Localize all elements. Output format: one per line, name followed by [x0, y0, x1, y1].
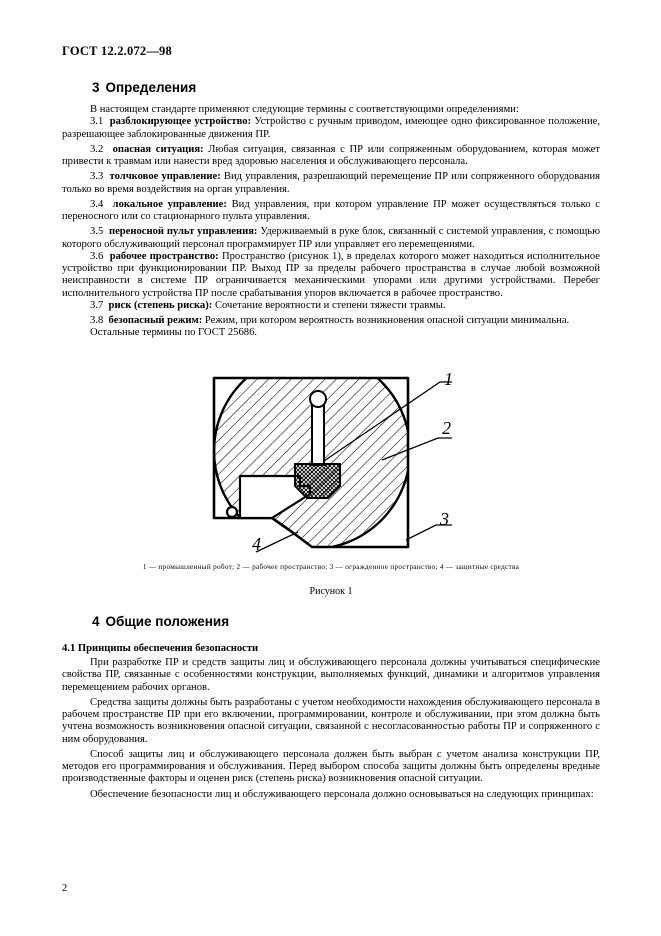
definition-3-8: 3.8 безопасный режим: Режим, при котором вероятность возникновения опасной ситуации минимальна. [90, 315, 570, 326]
subsection-4-1-heading [62, 643, 258, 654]
callout-3-label: 3 [440, 509, 449, 529]
subsection-4-1-title: Принципы обеспечения безопасности [77, 643, 259, 654]
term-3-6: рабочее пространство: [109, 250, 219, 262]
term-3-2: опасная ситуация: [112, 143, 204, 155]
term-3-1: разблокирующее устройство: [109, 116, 252, 128]
definition-3-3: 3.3 толчковое управление: Вид управления, разрешающий перемещение ПР или сопряженного оборудования только во время воздействия на орган управления. [62, 171, 600, 195]
section-3-number: 3 [92, 80, 100, 95]
definition-3-6: 3.6 рабочее пространство: Пространство (рисунок 1), в пределах которого может находиться исполнительное устройство при функционировании ПР. Выход ПР за пределы рабочего пространства в случае любой возможной неисправности в системе ПР ограничивается механическими упорами или другими устройствами. Перебег исполнительного устройства ПР после срабатывания упоров включается в рабочее пространство. [62, 250, 600, 299]
definition-3-4: 3.4 локальное управление: Вид управления, при котором управление ПР может осуществляться только с переносного или со стационарного пульта управления. [62, 198, 601, 222]
other-terms-note: Остальные термины по ГОСТ 25686. [90, 327, 258, 339]
term-3-7: риск (степень риска): [108, 299, 213, 311]
callout-2-label: 2 [442, 418, 451, 438]
section-3-intro: В настоящем стандарте применяют следующие термины с соответствующими определениями: [90, 104, 519, 115]
definition-3-7: 3.7 риск (степень риска): Сочетание вероятности и степени тяжести травмы. [90, 299, 446, 311]
callout-4-label: 4 [252, 534, 261, 554]
section-3-title: Определения [105, 80, 197, 95]
callout-1-label: 1 [444, 369, 453, 389]
section-3-body [62, 104, 600, 340]
term-3-8: безопасный режим: [108, 315, 203, 326]
term-3-4: локальное управление: [112, 198, 227, 210]
figure-1-drawing [200, 368, 470, 558]
section-4-number: 4 [92, 614, 100, 629]
robot-arm [310, 391, 326, 465]
section-4-paragraph-4: Обеспечение безопасности лиц и обслуживающего персонала должно основываться на следующих принципах: [90, 788, 594, 800]
section-4-paragraph-3: Способ защиты лиц и обслуживающего персонала должен быть выбран с учетом анализа конструкции ПР, методов его программирования и обслуживания. Перед выбором способа защиты должны быть определены вредные производственные факторы и оценен риск (степень риска) возникновения опасной ситуации. [62, 748, 600, 785]
definition-3-5: 3.5 переносной пульт управления: Удерживаемый в руке блок, связанный с системой управления, с помощью которого обслуживающий персонал программирует ПР или управляет его перемещениями. [62, 226, 600, 250]
section-4-title: Общие положения [105, 614, 230, 629]
robot-gripper [295, 464, 340, 498]
section-4-paragraph-2: Средства защиты должны быть разработаны с учетом необходимости нахождения обслуживающего персонала в рабочем пространстве ПР при его включении, программировании, контроле и обслуживании, при этом должна быть учтена возможность возникновения опасной ситуации, связанной с несогласованностью работы ПР и сопряженного с ним оборудования. [62, 696, 600, 745]
document-header: ГОСТ 12.2.072—98 [62, 44, 172, 58]
definition-3-1: 3.1 разблокирующее устройство: Устройство с ручным приводом, имеющее одно фиксированное положение, разрешающее заблокированные движения ПР. [62, 116, 601, 140]
term-3-3: толчковое управление: [109, 171, 221, 183]
definition-3-2: 3.2 опасная ситуация: Любая ситуация, связанная с ПР или сопряженным оборудованием, которая может привести к травмам или нанести вред здоровью населения и обслуживающего персонала. [62, 143, 600, 167]
page-number: 2 [62, 883, 68, 894]
section-4-paragraph-1: При разработке ПР и средств защиты лиц и обслуживающего персонала должны учитываться специфические свойства ПР, связанные с особенностями конструкции, выполняемых функций, динамики и алгоритмов управления перемещением рабочих органов. [62, 657, 600, 693]
term-3-5: переносной пульт управления: [108, 226, 258, 238]
section-3-heading [92, 80, 196, 95]
subsection-4-1-number: 4.1 [62, 643, 76, 654]
section-4-body [62, 657, 600, 801]
figure-1-legend: 1 — промышленный робот; 2 — рабочее пространство; 3 — огражденное пространство; 4 — защитные средства [142, 563, 520, 571]
figure-1-title: Рисунок 1 [309, 586, 353, 597]
section-4-heading [92, 614, 229, 629]
